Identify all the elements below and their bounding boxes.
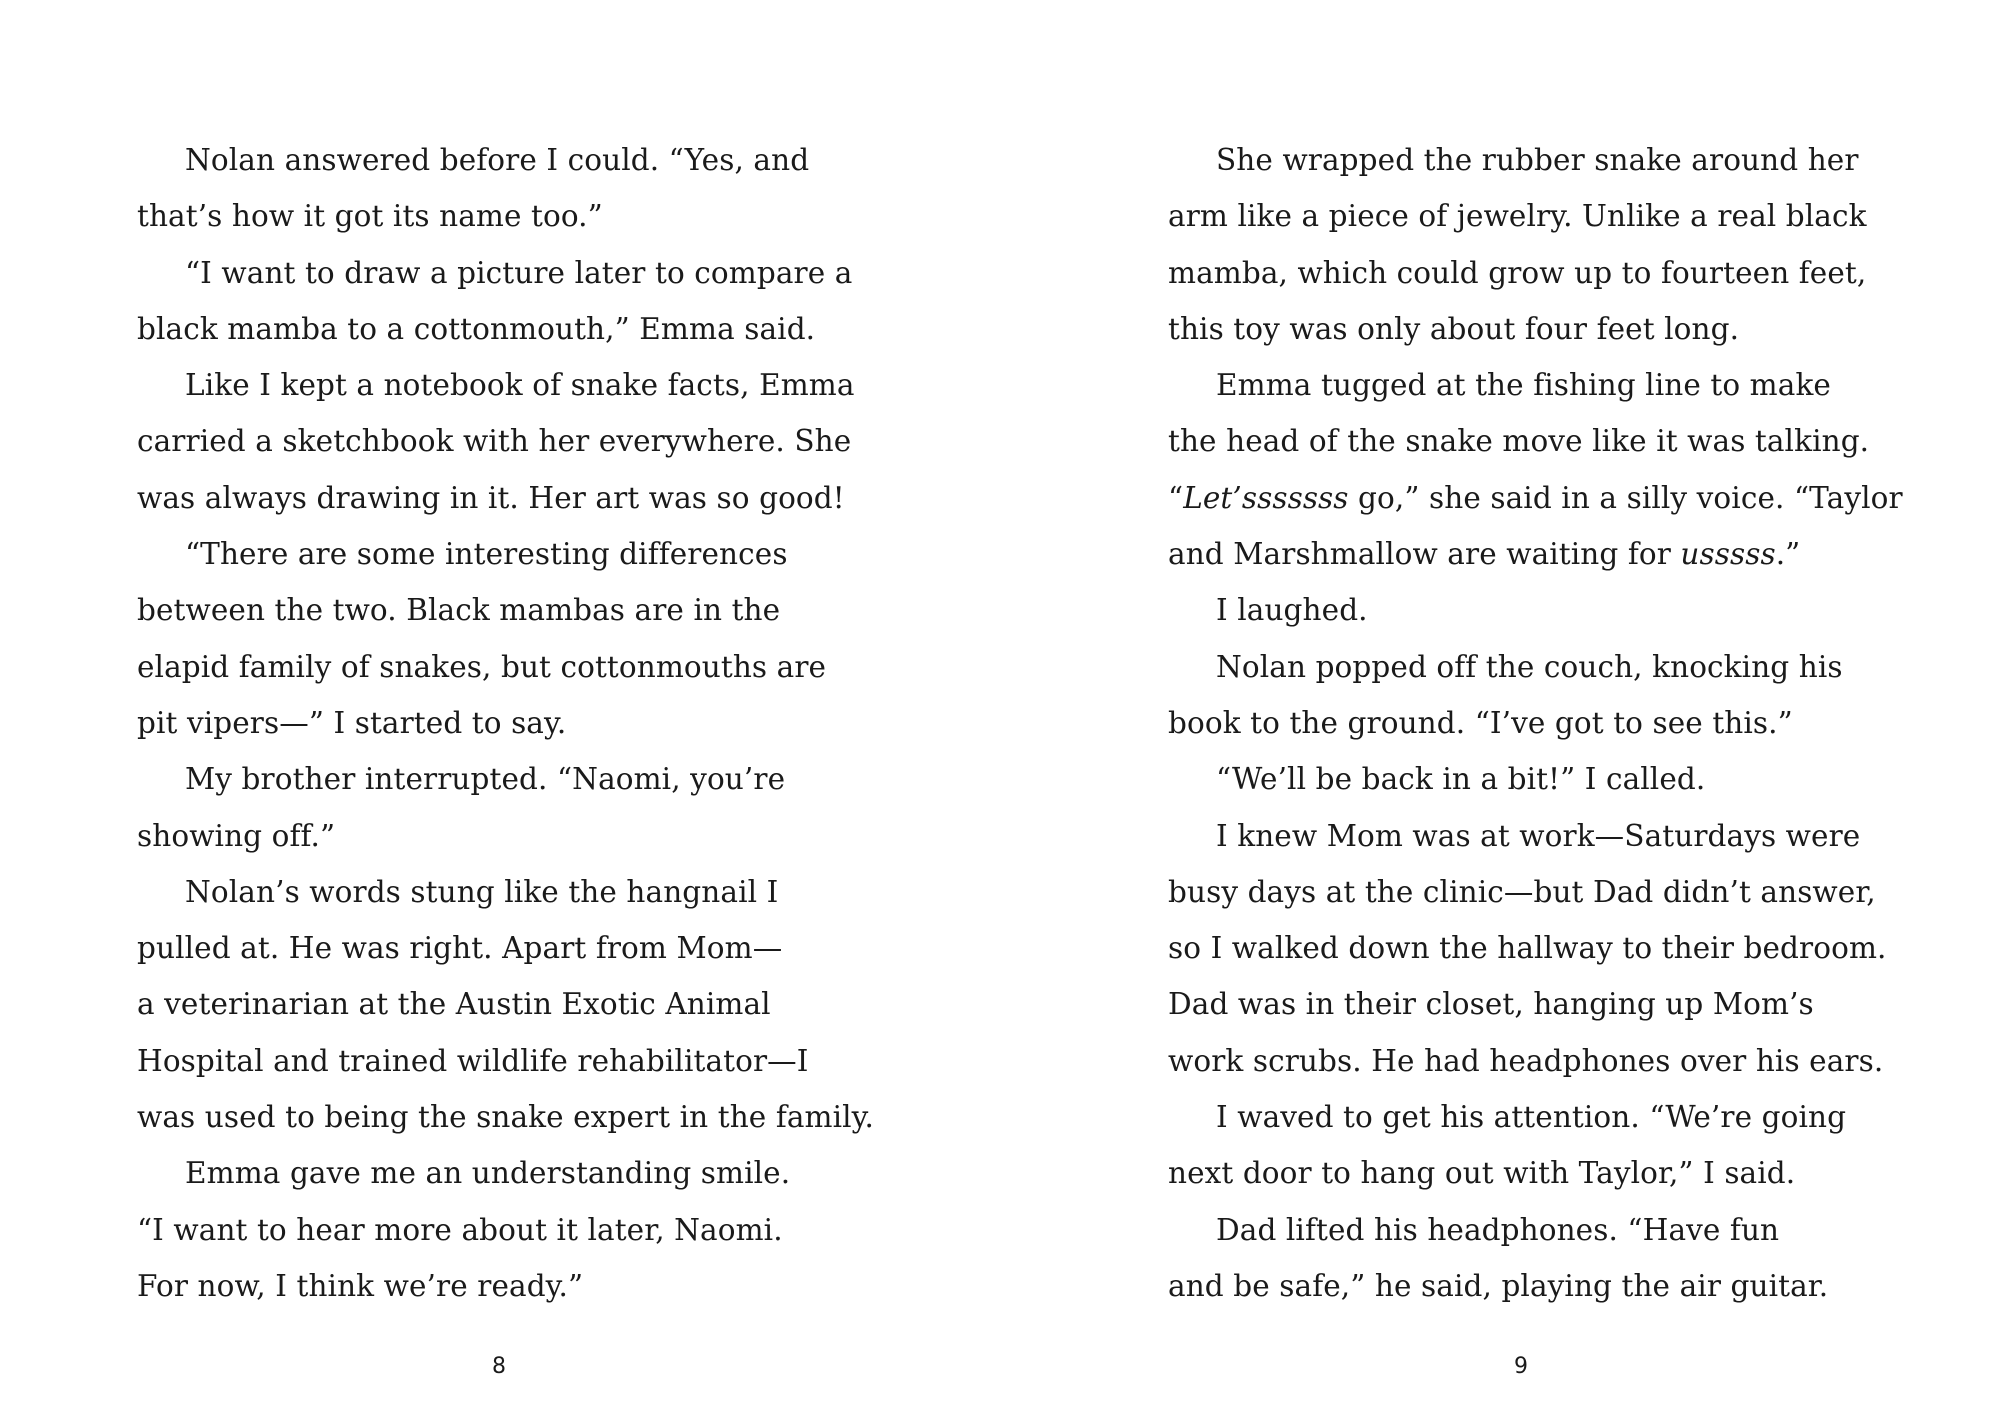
text-line: the head of the snake move like it was talking. — [1168, 424, 1870, 459]
text-line: that’s how it got its name too.” — [137, 199, 603, 234]
text-line: Nolan answered before I could. “Yes, and — [185, 143, 810, 177]
text-line — [1168, 526, 1898, 582]
text-line: Like I kept a notebook of snake facts, Emma — [185, 368, 855, 403]
text-line: “There are some interesting differences — [185, 537, 788, 572]
text-line: between the two. Black mambas are in the — [137, 593, 781, 628]
text-line: elapid family of snakes, but cottonmouths are — [137, 649, 827, 684]
text-close: .” — [1775, 537, 1801, 572]
text-line: Emma gave me an understanding smile. — [185, 1156, 791, 1191]
text-line: was used to being the snake expert in the family. — [137, 1100, 875, 1135]
text-line: Nolan’s words stung like the hangnail I — [185, 874, 779, 909]
text-line: I waved to get his attention. “We’re going — [1216, 1100, 1847, 1135]
text-line: pit vipers—” I started to say. — [137, 705, 567, 740]
text-line: and be safe,” he said, playing the air guitar. — [1168, 1268, 1829, 1303]
text-italic: usssss — [1680, 537, 1776, 572]
text-open-quote: “ — [1168, 480, 1184, 515]
text-line: this toy was only about four feet long. — [1168, 311, 1740, 346]
text-line: book to the ground. “I’ve got to see this.” — [1168, 705, 1793, 740]
text-line: For now, I think we’re ready.” — [137, 1268, 584, 1303]
text-line: Dad was in their closet, hanging up Mom’s — [1168, 987, 1814, 1022]
text-line: mamba, which could grow up to fourteen feet, — [1168, 255, 1867, 290]
text-line: carried a sketchbook with her everywhere. She — [137, 424, 852, 459]
text-line: arm like a piece of jewelry. Unlike a real black — [1168, 199, 1867, 234]
text-italic: Let’sssssss — [1183, 480, 1349, 515]
text-line: My brother interrupted. “Naomi, you’re — [185, 762, 786, 797]
text-line: busy days at the clinic—but Dad didn’t answer, — [1168, 874, 1876, 909]
right-page-text — [1168, 132, 1903, 1314]
page-number-right: 9 — [1514, 1354, 1528, 1379]
text-line: black mamba to a cottonmouth,” Emma said. — [137, 311, 816, 346]
text-line: Emma tugged at the fishing line to make — [1216, 368, 1831, 403]
text-line: next door to hang out with Taylor,” I said. — [1168, 1156, 1796, 1191]
text-line: pulled at. He was right. Apart from Mom— — [137, 931, 783, 966]
text-line: showing off.” — [137, 818, 336, 853]
text-line: “We’ll be back in a bit!” I called. — [1216, 762, 1706, 797]
text-line: “I want to draw a picture later to compare a — [185, 255, 853, 290]
text-line: I knew Mom was at work—Saturdays were — [1216, 818, 1861, 853]
text-line — [1168, 470, 1903, 526]
text-line: work scrubs. He had headphones over his ears. — [1168, 1043, 1884, 1078]
page-number-left: 8 — [492, 1354, 506, 1379]
text-rest: go,” she said in a silly voice. “Taylor — [1348, 480, 1903, 515]
text-line: “I want to hear more about it later, Naomi. — [137, 1212, 783, 1247]
text-line: Dad lifted his headphones. “Have fun — [1216, 1212, 1780, 1247]
text-line: was always drawing in it. Her art was so good! — [137, 480, 845, 515]
text-line: so I walked down the hallway to their bedroom. — [1168, 931, 1887, 966]
text-line: a veterinarian at the Austin Exotic Animal — [137, 987, 771, 1022]
text-line: Hospital and trained wildlife rehabilitator—I — [137, 1043, 809, 1078]
text-segment: and Marshmallow are waiting for — [1168, 537, 1681, 572]
text-line: Nolan popped off the couch, knocking his — [1216, 649, 1843, 684]
left-page-text — [137, 132, 875, 1314]
text-line: She wrapped the rubber snake around her — [1216, 143, 1859, 177]
text-line: I laughed. — [1216, 593, 1368, 628]
